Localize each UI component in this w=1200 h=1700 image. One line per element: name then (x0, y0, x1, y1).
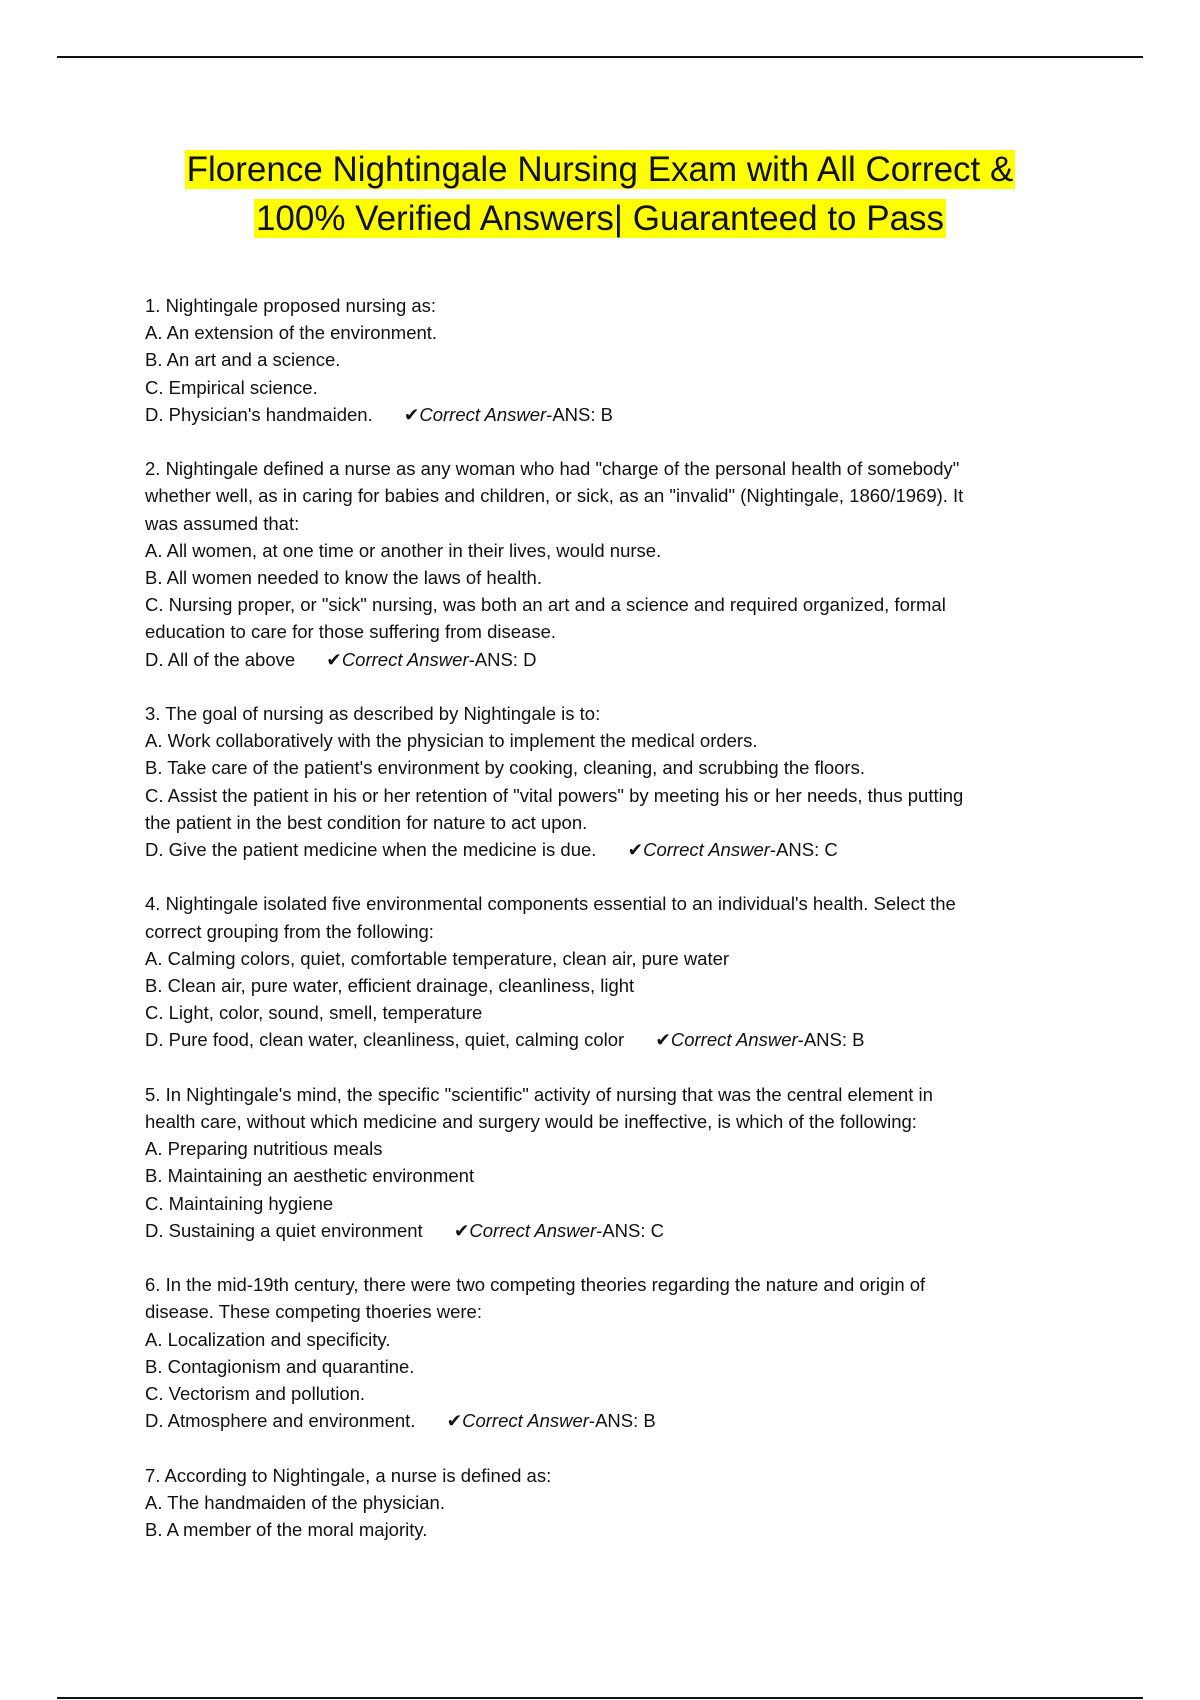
correct-answer (454, 1217, 664, 1244)
top-rule (57, 56, 1143, 58)
answer-letter: B (852, 1029, 865, 1051)
option-a: A. Calming colors, quiet, comfortable temperature, clean air, pure water (145, 947, 730, 969)
correct-answer (326, 646, 536, 673)
question-stem: whether well, as in caring for babies and children, or sick, as an "invalid" (Nightingale, 1860/1969). It (145, 485, 964, 507)
check-icon: ✔ (403, 403, 420, 425)
correct-answer-label: Correct Answer (670, 1029, 798, 1051)
option-d-row (145, 1026, 1075, 1053)
ans-prefix: -ANS: (546, 403, 601, 425)
question-3 (145, 700, 1075, 863)
option-a: A. An extension of the environment. (145, 322, 438, 344)
option-c-continued: education to care for those suffering from disease. (145, 621, 557, 643)
question-stem: 2. Nightingale defined a nurse as any woman who had "charge of the personal health of somebody" (145, 458, 960, 480)
option-d-row (145, 1407, 1075, 1434)
option-a: A. Localization and specificity. (145, 1328, 391, 1350)
correct-answer-label: Correct Answer (643, 839, 770, 861)
answer-letter: D (523, 648, 537, 670)
option-c: C. Nursing proper, or "sick" nursing, was both an art and a science and required organized, formal (145, 594, 946, 616)
option-a: A. Preparing nutritious meals (145, 1138, 383, 1160)
option-b: B. A member of the moral majority. (145, 1519, 428, 1541)
correct-answer-label: Correct Answer (341, 648, 469, 670)
ans-prefix: -ANS: (596, 1219, 651, 1241)
option-c: C. Light, color, sound, smell, temperature (145, 1002, 483, 1024)
question-2 (145, 455, 1075, 673)
option-b: B. An art and a science. (145, 349, 341, 371)
question-5 (145, 1081, 1075, 1244)
document-title (100, 145, 1100, 243)
option-b: B. Clean air, pure water, efficient drainage, cleanliness, light (145, 975, 635, 997)
correct-answer (447, 1407, 656, 1434)
question-stem: 7. According to Nightingale, a nurse is defined as: (145, 1464, 552, 1486)
correct-answer (404, 401, 613, 428)
ans-prefix: -ANS: (588, 1410, 644, 1432)
option-b: B. Take care of the patient's environment by cooking, cleaning, and scrubbing the floors. (145, 757, 865, 779)
question-6 (145, 1271, 1075, 1434)
title-line-2: 100% Verified Answers| Guaranteed to Pass (255, 199, 945, 238)
option-d: D. Give the patient medicine when the medicine is due. (145, 839, 597, 861)
answer-letter: B (643, 1410, 656, 1432)
check-icon: ✔ (446, 1410, 463, 1432)
ans-prefix: -ANS: (769, 839, 825, 861)
option-c: C. Assist the patient in his or her retention of "vital powers" by meeting his or her needs, thus putting (145, 784, 964, 806)
option-d-row (145, 646, 1075, 673)
option-d: D. Sustaining a quiet environment (145, 1219, 423, 1241)
option-b: B. Maintaining an aesthetic environment (145, 1165, 475, 1187)
option-c-continued: the patient in the best condition for nature to act upon. (145, 811, 588, 833)
answer-letter: B (600, 403, 613, 425)
option-d: D. All of the above (145, 648, 296, 670)
question-stem: was assumed that: (145, 512, 300, 534)
question-7 (145, 1462, 1075, 1544)
option-b: B. Contagionism and quarantine. (145, 1355, 415, 1377)
question-stem: 5. In Nightingale's mind, the specific "scientific" activity of nursing that was the central element in (145, 1083, 933, 1105)
option-d-row (145, 1217, 1075, 1244)
bottom-rule (57, 1697, 1143, 1699)
correct-answer-label: Correct Answer (462, 1410, 589, 1432)
option-d: D. Pure food, clean water, cleanliness, quiet, calming color (145, 1029, 625, 1051)
question-stem: 3. The goal of nursing as described by Nightingale is to: (145, 703, 601, 725)
option-c: C. Vectorism and pollution. (145, 1383, 366, 1405)
title-line-1: Florence Nightingale Nursing Exam with All Correct & (186, 150, 1014, 189)
question-stem: 1. Nightingale proposed nursing as: (145, 295, 437, 316)
check-icon: ✔ (627, 839, 644, 861)
option-d-row (145, 836, 1075, 863)
option-c: C. Empirical science. (145, 376, 318, 398)
question-stem: 6. In the mid-19th century, there were two competing theories regarding the nature and origin of (145, 1274, 926, 1296)
question-stem: health care, without which medicine and surgery would be ineffective, is which of the following: (145, 1111, 917, 1133)
option-d: D. Physician's handmaiden. (145, 403, 373, 425)
option-a: A. Work collaboratively with the physician to implement the medical orders. (145, 730, 758, 752)
correct-answer-label: Correct Answer (419, 403, 547, 425)
answer-letter: C (650, 1219, 664, 1241)
option-a: A. All women, at one time or another in their lives, would nurse. (145, 539, 662, 561)
question-stem: disease. These competing thoeries were: (145, 1301, 482, 1323)
question-stem: 4. Nightingale isolated five environmental components essential to an individual's health. Select the (145, 893, 956, 915)
correct-answer (655, 1026, 864, 1053)
correct-answer-label: Correct Answer (469, 1219, 597, 1241)
ans-prefix: -ANS: (468, 648, 524, 670)
ans-prefix: -ANS: (797, 1029, 853, 1051)
check-icon: ✔ (655, 1029, 671, 1051)
answer-letter: C (824, 839, 838, 861)
question-4 (145, 890, 1075, 1053)
option-c: C. Maintaining hygiene (145, 1192, 334, 1214)
correct-answer (628, 836, 838, 863)
check-icon: ✔ (453, 1219, 470, 1241)
option-d: D. Atmosphere and environment. (145, 1410, 416, 1432)
question-1 (145, 292, 1075, 428)
option-b: B. All women needed to know the laws of health. (145, 567, 542, 589)
check-icon: ✔ (326, 648, 342, 670)
option-d-row (145, 401, 1075, 428)
option-a: A. The handmaiden of the physician. (145, 1491, 445, 1513)
question-list (145, 292, 1075, 1570)
question-stem: correct grouping from the following: (145, 920, 434, 942)
